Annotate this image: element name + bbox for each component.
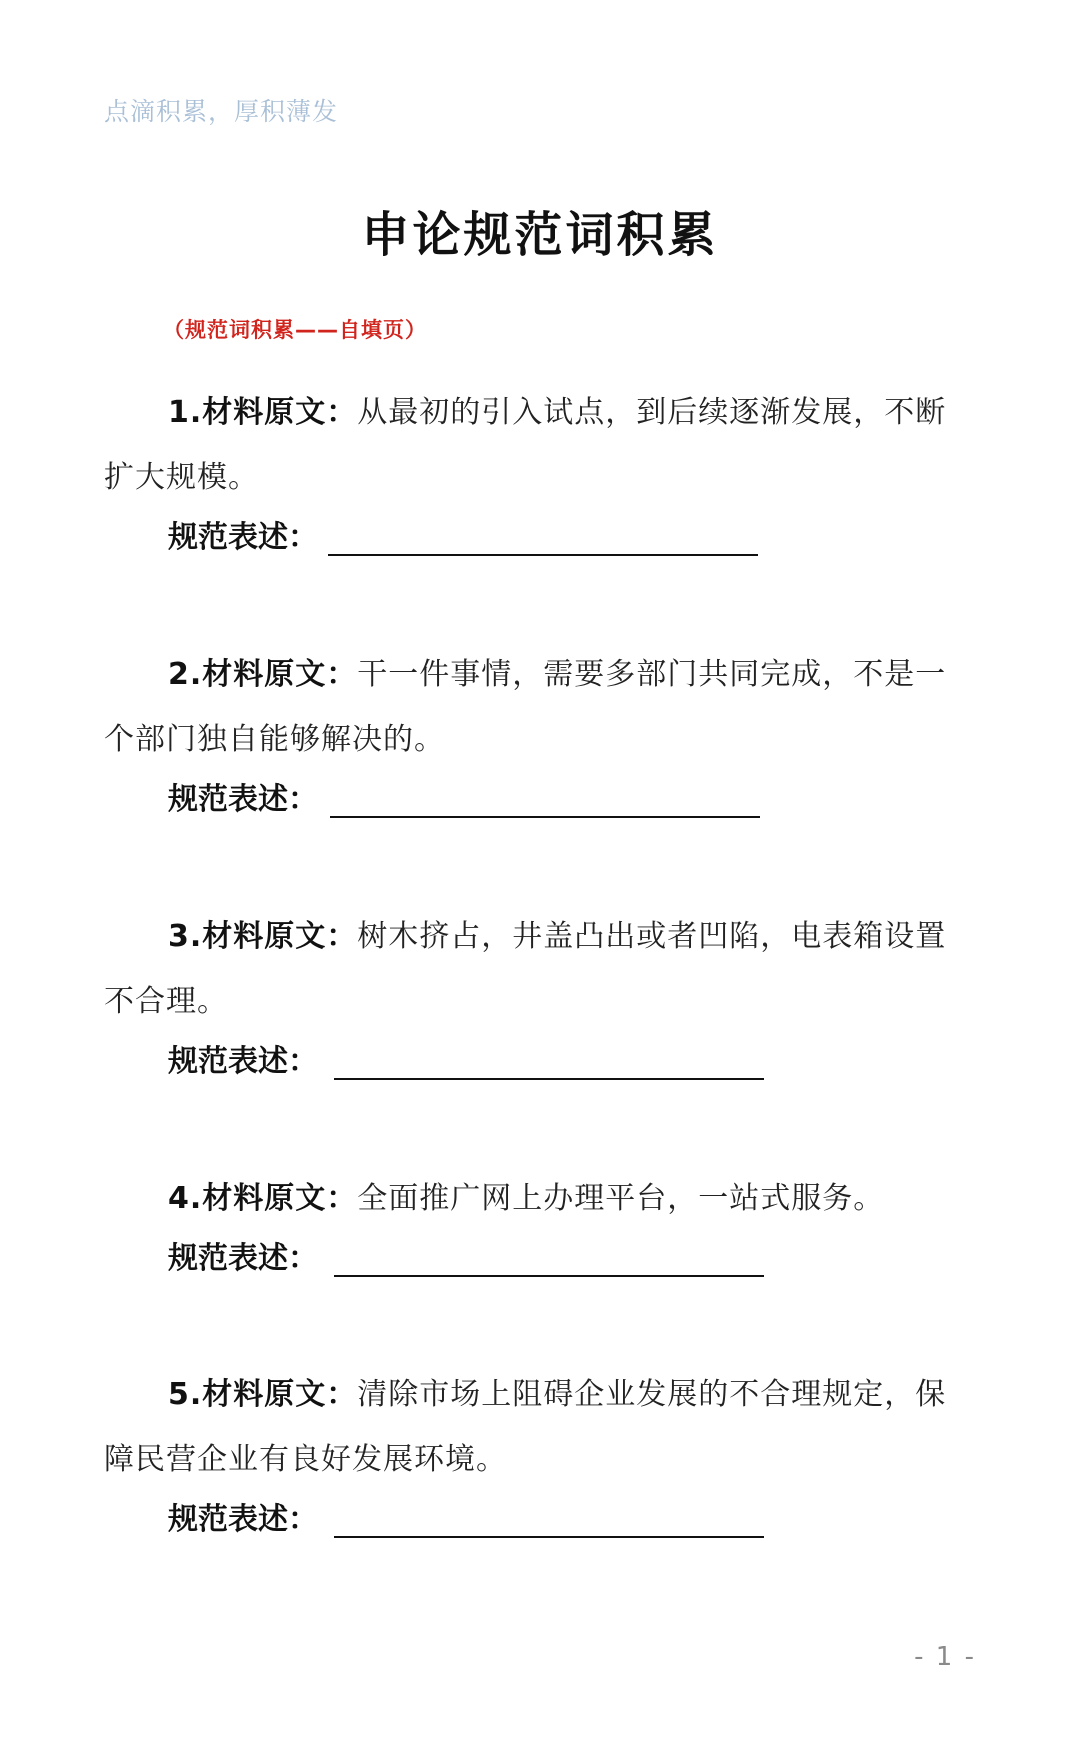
answer-row: [168, 1492, 976, 1548]
exercise-item-4: [104, 1166, 976, 1287]
material-content: 全面推广网上办理平台，一站式服务。: [357, 1181, 885, 1216]
answer-label: 规范表述：: [168, 1502, 318, 1537]
answer-blank-line[interactable]: [334, 1536, 764, 1538]
material-content: 干一件事情，需要多部门共同完成，不是一个部门独自能够解决的。: [104, 657, 947, 757]
exercise-item-1: [104, 380, 976, 566]
answer-label: 规范表述：: [168, 1241, 318, 1276]
material-label: 4.材料原文：: [168, 1181, 358, 1216]
answer-row: [168, 772, 976, 828]
material-label: 1.材料原文：: [168, 395, 358, 430]
material-text: [104, 642, 976, 772]
answer-row: [168, 1231, 976, 1287]
material-text: [104, 1166, 976, 1231]
answer-row: [168, 510, 976, 566]
answer-blank-line[interactable]: [328, 554, 758, 556]
material-text: [104, 380, 976, 510]
document-title: 申论规范词积累: [361, 207, 719, 263]
material-label: 5.材料原文：: [168, 1377, 358, 1412]
answer-label: 规范表述：: [168, 782, 318, 817]
header-note: 点滴积累，厚积薄发: [104, 97, 339, 126]
exercise-item-3: [104, 904, 976, 1090]
answer-row: [168, 1034, 976, 1090]
material-label: 3.材料原文：: [168, 919, 358, 954]
subtitle: （规范词积累——自填页）: [163, 318, 427, 342]
answer-blank-line[interactable]: [334, 1078, 764, 1080]
exercise-item-5: [104, 1362, 976, 1548]
material-text: [104, 1362, 976, 1492]
material-text: [104, 904, 976, 1034]
answer-blank-line[interactable]: [330, 816, 760, 818]
material-content: 清除市场上阻碍企业发展的不合理规定，保障民营企业有良好发展环境。: [104, 1377, 947, 1477]
material-content: 树木挤占，井盖凸出或者凹陷，电表箱设置不合理。: [104, 919, 947, 1019]
exercise-item-2: [104, 642, 976, 828]
material-label: 2.材料原文：: [168, 657, 358, 692]
answer-blank-line[interactable]: [334, 1275, 764, 1277]
answer-label: 规范表述：: [168, 1044, 318, 1079]
answer-label: 规范表述：: [168, 520, 318, 555]
material-content: 从最初的引入试点，到后续逐渐发展，不断扩大规模。: [104, 395, 947, 495]
page-number: - 1 -: [914, 1642, 976, 1672]
